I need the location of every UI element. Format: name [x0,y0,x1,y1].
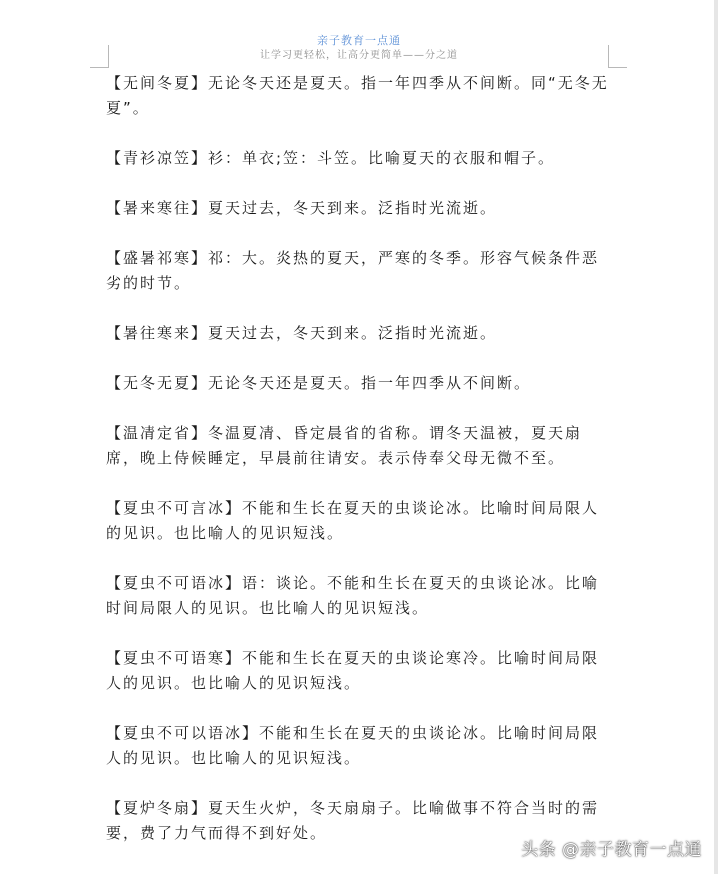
idiom-entry: 【暑来寒往】夏天过去，冬天到来。泛指时光流逝。 [106,199,498,217]
idiom-entry: 【暑往寒来】夏天过去，冬天到来。泛指时光流逝。 [106,324,498,342]
idiom-entry: 【温凊定省】冬温夏凊、昏定晨省的省称。谓冬天温被，夏天扇席，晚上侍候睡定，早晨前往请安。表示侍奉父母无微不至。 [106,424,583,467]
idiom-entry: 【无冬无夏】无论冬天还是夏天。指一年四季从不间断。 [106,374,532,392]
idiom-entry: 【夏虫不可以语冰】不能和生长在夏天的虫谈论冰。比喻时间局限人的见识。也比喻人的见识短浅。 [106,724,600,767]
idiom-entry: 【青衫凉笠】衫：单衣;笠：斗笠。比喻夏天的衣服和帽子。 [106,149,556,167]
page-edge [714,0,718,874]
idiom-entry: 【夏虫不可语冰】语：谈论。不能和生长在夏天的虫谈论冰。比喻时间局限人的见识。也比喻人的见识短浅。 [106,574,600,617]
watermark: 头条 @亲子教育一点通 [521,840,702,860]
idiom-entry: 【无间冬夏】无论冬天还是夏天。指一年四季从不间断。同“无冬无夏”。 [106,74,609,117]
idiom-list [106,71,614,871]
header-subtitle: 让学习更轻松，让高分更简单——分之道 [260,50,458,61]
idiom-entry: 【夏虫不可言冰】不能和生长在夏天的虫谈论冰。比喻时间局限人的见识。也比喻人的见识短浅。 [106,499,600,542]
idiom-entry: 【夏虫不可语寒】不能和生长在夏天的虫谈论寒冷。比喻时间局限人的见识。也比喻人的见识短浅。 [106,649,600,692]
idiom-entry: 【夏炉冬扇】夏天生火炉，冬天扇扇子。比喻做事不符合当时的需要，费了力气而得不到好处。 [106,799,600,842]
idiom-entry: 【盛暑祁寒】祁：大。炎热的夏天，严寒的冬季。形容气候条件恶劣的时节。 [106,249,600,292]
header-title: 亲子教育一点通 [317,34,401,47]
